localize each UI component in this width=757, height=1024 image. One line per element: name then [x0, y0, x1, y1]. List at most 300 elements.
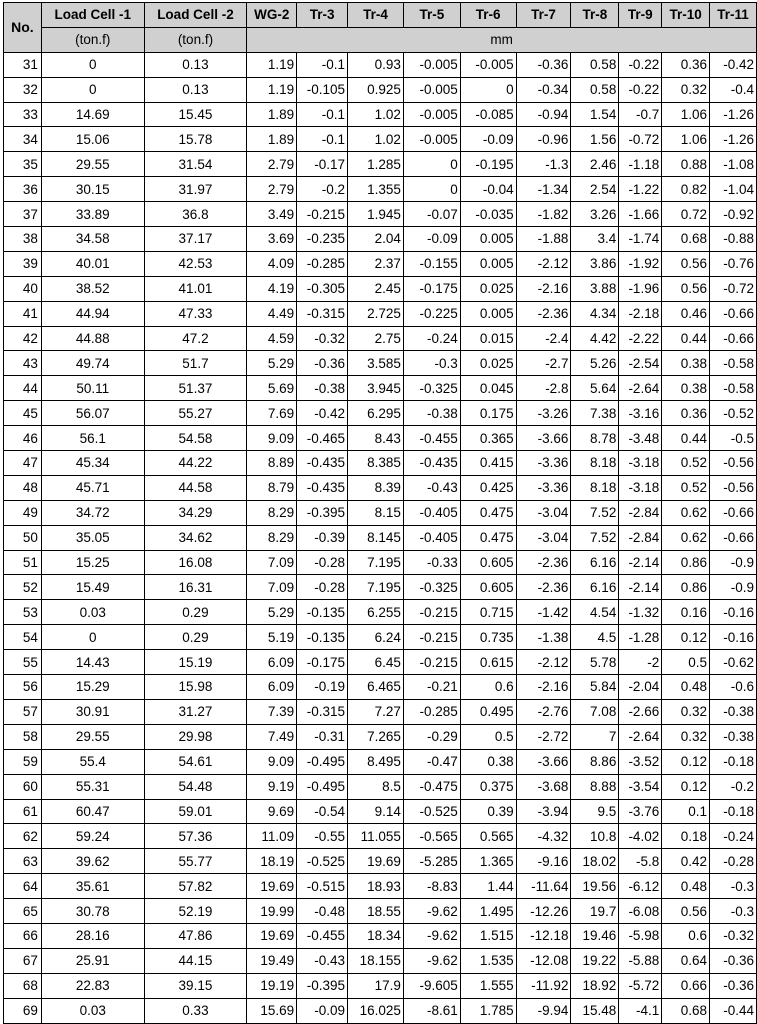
cell-tr3: -0.215	[297, 202, 348, 227]
cell-tr9: -2.64	[619, 376, 662, 401]
cell-load-cell-1: 30.15	[41, 177, 144, 202]
cell-tr5: -0.225	[403, 301, 460, 326]
cell-tr11: -0.58	[710, 376, 757, 401]
cell-wg2: 18.19	[247, 849, 297, 874]
table-row	[4, 77, 757, 102]
cell-tr4: 18.155	[348, 948, 404, 973]
cell-tr5: -0.3	[403, 351, 460, 376]
cell-wg2: 5.19	[247, 625, 297, 650]
cell-tr3: -0.465	[297, 426, 348, 451]
measurement-table	[3, 2, 757, 1024]
cell-tr6: 0	[460, 77, 516, 102]
cell-tr9: -5.8	[619, 849, 662, 874]
cell-tr9: -3.76	[619, 799, 662, 824]
cell-tr8: 19.7	[571, 899, 619, 924]
cell-tr3: -0.175	[297, 650, 348, 675]
cell-no: 54	[4, 625, 42, 650]
cell-tr8: 1.54	[571, 102, 619, 127]
cell-wg2: 6.09	[247, 650, 297, 675]
cell-tr3: -0.1	[297, 127, 348, 152]
cell-tr3: -0.2	[297, 177, 348, 202]
cell-tr6: 0.5	[460, 724, 516, 749]
cell-tr8: 2.46	[571, 152, 619, 177]
table-row	[4, 475, 757, 500]
cell-no: 31	[4, 52, 42, 77]
cell-tr8: 0.58	[571, 77, 619, 102]
cell-tr6: 0.735	[460, 625, 516, 650]
cell-no: 62	[4, 824, 42, 849]
cell-load-cell-1: 49.74	[41, 351, 144, 376]
cell-tr4: 0.925	[348, 77, 404, 102]
cell-tr5: -0.475	[403, 774, 460, 799]
cell-load-cell-2: 41.01	[144, 276, 247, 301]
cell-tr8: 8.18	[571, 475, 619, 500]
cell-tr3: -0.315	[297, 301, 348, 326]
cell-no: 34	[4, 127, 42, 152]
cell-tr11: -0.36	[710, 973, 757, 998]
cell-tr4: 8.43	[348, 426, 404, 451]
cell-tr3: -0.525	[297, 849, 348, 874]
cell-tr11: -1.04	[710, 177, 757, 202]
cell-wg2: 6.09	[247, 675, 297, 700]
cell-tr7: -3.66	[516, 749, 571, 774]
cell-no: 44	[4, 376, 42, 401]
cell-tr9: -3.18	[619, 451, 662, 476]
cell-wg2: 8.89	[247, 451, 297, 476]
cell-wg2: 7.09	[247, 575, 297, 600]
cell-tr10: 0.56	[662, 899, 710, 924]
cell-tr4: 19.69	[348, 849, 404, 874]
cell-tr5: -8.83	[403, 874, 460, 899]
cell-load-cell-2: 47.86	[144, 923, 247, 948]
table-row	[4, 724, 757, 749]
header-row	[4, 3, 757, 28]
cell-tr7: -1.42	[516, 600, 571, 625]
cell-tr7: -11.92	[516, 973, 571, 998]
cell-tr7: -2.36	[516, 301, 571, 326]
cell-tr9: -2.22	[619, 326, 662, 351]
cell-no: 47	[4, 451, 42, 476]
cell-tr4: 8.495	[348, 749, 404, 774]
cell-tr6: -0.085	[460, 102, 516, 127]
cell-load-cell-2: 29.98	[144, 724, 247, 749]
cell-tr3: -0.105	[297, 77, 348, 102]
cell-tr4: 2.37	[348, 251, 404, 276]
header-tr5: Tr-5	[403, 3, 460, 28]
header-tr11: Tr-11	[710, 3, 757, 28]
cell-load-cell-2: 47.33	[144, 301, 247, 326]
cell-wg2: 5.29	[247, 600, 297, 625]
cell-tr6: 1.785	[460, 998, 516, 1023]
cell-tr7: -3.04	[516, 500, 571, 525]
cell-tr8: 10.8	[571, 824, 619, 849]
cell-tr7: -2.36	[516, 550, 571, 575]
table-row	[4, 675, 757, 700]
table-row	[4, 824, 757, 849]
cell-tr10: 0.72	[662, 202, 710, 227]
cell-load-cell-1: 35.61	[41, 874, 144, 899]
cell-tr4: 3.945	[348, 376, 404, 401]
cell-tr4: 3.585	[348, 351, 404, 376]
cell-tr6: 0.365	[460, 426, 516, 451]
cell-tr4: 18.93	[348, 874, 404, 899]
cell-tr4: 11.055	[348, 824, 404, 849]
table-row	[4, 177, 757, 202]
cell-load-cell-2: 59.01	[144, 799, 247, 824]
cell-tr11: -1.26	[710, 127, 757, 152]
cell-tr6: -0.005	[460, 52, 516, 77]
cell-tr4: 2.725	[348, 301, 404, 326]
cell-tr5: -9.62	[403, 923, 460, 948]
cell-load-cell-2: 51.7	[144, 351, 247, 376]
cell-tr9: -0.72	[619, 127, 662, 152]
cell-tr7: -1.38	[516, 625, 571, 650]
cell-tr8: 7.08	[571, 699, 619, 724]
cell-tr3: -0.28	[297, 575, 348, 600]
cell-tr7: -1.34	[516, 177, 571, 202]
cell-tr5: -0.325	[403, 575, 460, 600]
cell-tr3: -0.235	[297, 227, 348, 252]
cell-load-cell-1: 59.24	[41, 824, 144, 849]
cell-tr4: 6.45	[348, 650, 404, 675]
table-row	[4, 202, 757, 227]
cell-tr7: -12.18	[516, 923, 571, 948]
cell-tr9: -2.54	[619, 351, 662, 376]
table-row	[4, 351, 757, 376]
cell-no: 65	[4, 899, 42, 924]
cell-tr6: -0.04	[460, 177, 516, 202]
cell-tr8: 0.58	[571, 52, 619, 77]
cell-tr7: -2.16	[516, 675, 571, 700]
cell-no: 58	[4, 724, 42, 749]
cell-tr5: 0	[403, 177, 460, 202]
cell-tr4: 8.145	[348, 525, 404, 550]
cell-tr10: 0.38	[662, 351, 710, 376]
cell-no: 39	[4, 251, 42, 276]
cell-tr11: -0.36	[710, 948, 757, 973]
cell-no: 41	[4, 301, 42, 326]
cell-tr4: 1.02	[348, 102, 404, 127]
cell-no: 48	[4, 475, 42, 500]
cell-no: 69	[4, 998, 42, 1023]
cell-tr4: 18.34	[348, 923, 404, 948]
cell-tr6: 0.495	[460, 699, 516, 724]
cell-wg2: 7.09	[247, 550, 297, 575]
cell-tr6: 0.475	[460, 525, 516, 550]
cell-wg2: 4.49	[247, 301, 297, 326]
cell-load-cell-2: 39.15	[144, 973, 247, 998]
cell-tr11: -0.58	[710, 351, 757, 376]
table-row	[4, 326, 757, 351]
cell-tr4: 8.39	[348, 475, 404, 500]
cell-wg2: 4.09	[247, 251, 297, 276]
cell-tr4: 0.93	[348, 52, 404, 77]
cell-tr5: -0.005	[403, 102, 460, 127]
cell-tr9: -1.66	[619, 202, 662, 227]
cell-wg2: 7.49	[247, 724, 297, 749]
table-row	[4, 276, 757, 301]
cell-load-cell-2: 0.29	[144, 600, 247, 625]
cell-tr6: -0.035	[460, 202, 516, 227]
cell-tr9: -3.52	[619, 749, 662, 774]
cell-load-cell-1: 15.29	[41, 675, 144, 700]
header-tr6: Tr-6	[460, 3, 516, 28]
cell-tr10: 0.66	[662, 973, 710, 998]
cell-load-cell-1: 55.31	[41, 774, 144, 799]
cell-wg2: 19.19	[247, 973, 297, 998]
cell-tr6: 0.565	[460, 824, 516, 849]
cell-wg2: 8.79	[247, 475, 297, 500]
cell-wg2: 8.29	[247, 525, 297, 550]
cell-tr7: -2.8	[516, 376, 571, 401]
cell-wg2: 11.09	[247, 824, 297, 849]
cell-tr7: -12.08	[516, 948, 571, 973]
cell-tr4: 1.02	[348, 127, 404, 152]
cell-no: 68	[4, 973, 42, 998]
cell-tr9: -2.14	[619, 575, 662, 600]
cell-load-cell-2: 54.58	[144, 426, 247, 451]
cell-tr6: 0.005	[460, 301, 516, 326]
cell-load-cell-2: 54.61	[144, 749, 247, 774]
cell-tr3: -0.28	[297, 550, 348, 575]
cell-tr5: -0.005	[403, 52, 460, 77]
cell-load-cell-1: 22.83	[41, 973, 144, 998]
cell-load-cell-2: 44.58	[144, 475, 247, 500]
cell-tr5: -9.62	[403, 948, 460, 973]
table-row	[4, 774, 757, 799]
cell-tr10: 0.36	[662, 52, 710, 77]
cell-tr9: -1.18	[619, 152, 662, 177]
cell-no: 50	[4, 525, 42, 550]
table-row	[4, 874, 757, 899]
cell-tr6: 1.495	[460, 899, 516, 924]
cell-tr11: -0.4	[710, 77, 757, 102]
cell-load-cell-2: 31.97	[144, 177, 247, 202]
cell-load-cell-2: 16.08	[144, 550, 247, 575]
cell-tr11: -0.38	[710, 699, 757, 724]
cell-tr9: -5.88	[619, 948, 662, 973]
table-row	[4, 550, 757, 575]
cell-tr7: -2.4	[516, 326, 571, 351]
cell-tr6: 0.025	[460, 351, 516, 376]
cell-no: 42	[4, 326, 42, 351]
table-row	[4, 401, 757, 426]
cell-tr7: -3.94	[516, 799, 571, 824]
cell-tr11: -0.66	[710, 326, 757, 351]
cell-load-cell-1: 33.89	[41, 202, 144, 227]
header-tr3: Tr-3	[297, 3, 348, 28]
table-row	[4, 699, 757, 724]
cell-tr7: -2.76	[516, 699, 571, 724]
cell-tr6: 0.175	[460, 401, 516, 426]
cell-tr6: 0.605	[460, 575, 516, 600]
cell-load-cell-2: 55.77	[144, 849, 247, 874]
cell-tr10: 0.56	[662, 251, 710, 276]
cell-tr11: -0.72	[710, 276, 757, 301]
cell-tr6: -0.195	[460, 152, 516, 177]
cell-load-cell-2: 0.13	[144, 77, 247, 102]
cell-tr10: 0.44	[662, 326, 710, 351]
table-row	[4, 849, 757, 874]
cell-tr3: -0.285	[297, 251, 348, 276]
cell-tr5: -0.215	[403, 625, 460, 650]
table-header	[4, 3, 757, 53]
cell-tr11: -0.24	[710, 824, 757, 849]
table-row	[4, 227, 757, 252]
cell-tr11: -1.08	[710, 152, 757, 177]
cell-tr3: -0.17	[297, 152, 348, 177]
cell-tr11: -0.62	[710, 650, 757, 675]
cell-no: 36	[4, 177, 42, 202]
cell-tr11: -0.32	[710, 923, 757, 948]
cell-tr5: -0.24	[403, 326, 460, 351]
cell-tr6: 0.615	[460, 650, 516, 675]
cell-tr4: 8.5	[348, 774, 404, 799]
cell-tr7: -1.3	[516, 152, 571, 177]
table-row	[4, 948, 757, 973]
cell-tr6: 0.015	[460, 326, 516, 351]
cell-wg2: 2.79	[247, 152, 297, 177]
cell-tr8: 2.54	[571, 177, 619, 202]
table-row	[4, 575, 757, 600]
cell-tr3: -0.1	[297, 102, 348, 127]
cell-load-cell-2: 55.27	[144, 401, 247, 426]
cell-tr11: -0.6	[710, 675, 757, 700]
cell-no: 45	[4, 401, 42, 426]
cell-tr10: 0.12	[662, 625, 710, 650]
cell-tr8: 6.16	[571, 575, 619, 600]
cell-no: 49	[4, 500, 42, 525]
cell-tr4: 2.45	[348, 276, 404, 301]
cell-load-cell-1: 29.55	[41, 152, 144, 177]
cell-tr7: -0.36	[516, 52, 571, 77]
units-row	[4, 27, 757, 52]
cell-tr7: -0.96	[516, 127, 571, 152]
cell-tr6: -0.09	[460, 127, 516, 152]
cell-tr8: 6.16	[571, 550, 619, 575]
cell-tr8: 5.78	[571, 650, 619, 675]
cell-tr10: 0.6	[662, 923, 710, 948]
cell-no: 61	[4, 799, 42, 824]
cell-tr8: 7.52	[571, 525, 619, 550]
cell-tr8: 3.86	[571, 251, 619, 276]
cell-load-cell-1: 44.88	[41, 326, 144, 351]
cell-load-cell-1: 14.43	[41, 650, 144, 675]
cell-tr7: -2.12	[516, 650, 571, 675]
cell-no: 40	[4, 276, 42, 301]
cell-load-cell-1: 45.71	[41, 475, 144, 500]
cell-load-cell-1: 25.91	[41, 948, 144, 973]
cell-tr8: 18.02	[571, 849, 619, 874]
cell-tr4: 6.295	[348, 401, 404, 426]
cell-tr11: -0.3	[710, 874, 757, 899]
header-tr8: Tr-8	[571, 3, 619, 28]
cell-tr8: 19.46	[571, 923, 619, 948]
cell-wg2: 7.39	[247, 699, 297, 724]
cell-load-cell-1: 0.03	[41, 600, 144, 625]
cell-load-cell-2: 15.78	[144, 127, 247, 152]
cell-wg2: 8.29	[247, 500, 297, 525]
cell-tr11: -0.56	[710, 451, 757, 476]
cell-load-cell-1: 29.55	[41, 724, 144, 749]
cell-wg2: 2.79	[247, 177, 297, 202]
cell-tr7: -3.04	[516, 525, 571, 550]
cell-tr9: -2.66	[619, 699, 662, 724]
cell-no: 56	[4, 675, 42, 700]
cell-tr10: 0.5	[662, 650, 710, 675]
cell-tr9: -1.96	[619, 276, 662, 301]
cell-tr5: -9.605	[403, 973, 460, 998]
cell-tr8: 1.56	[571, 127, 619, 152]
cell-tr10: 0.12	[662, 749, 710, 774]
cell-load-cell-1: 40.01	[41, 251, 144, 276]
cell-tr4: 8.385	[348, 451, 404, 476]
cell-tr8: 5.26	[571, 351, 619, 376]
cell-tr3: -0.435	[297, 451, 348, 476]
table-row	[4, 127, 757, 152]
cell-tr8: 4.5	[571, 625, 619, 650]
cell-tr8: 7	[571, 724, 619, 749]
cell-tr3: -0.38	[297, 376, 348, 401]
table-row	[4, 251, 757, 276]
cell-wg2: 9.19	[247, 774, 297, 799]
cell-load-cell-1: 50.11	[41, 376, 144, 401]
cell-tr5: -0.405	[403, 500, 460, 525]
cell-load-cell-2: 44.22	[144, 451, 247, 476]
cell-tr7: -9.16	[516, 849, 571, 874]
cell-tr8: 5.84	[571, 675, 619, 700]
cell-tr4: 2.75	[348, 326, 404, 351]
cell-tr3: -0.19	[297, 675, 348, 700]
cell-tr10: 0.82	[662, 177, 710, 202]
cell-tr3: -0.305	[297, 276, 348, 301]
cell-load-cell-2: 15.45	[144, 102, 247, 127]
cell-tr3: -0.495	[297, 774, 348, 799]
cell-load-cell-1: 55.4	[41, 749, 144, 774]
cell-no: 59	[4, 749, 42, 774]
cell-tr9: -6.12	[619, 874, 662, 899]
cell-tr6: 0.005	[460, 251, 516, 276]
cell-tr9: -0.22	[619, 52, 662, 77]
cell-tr3: -0.395	[297, 500, 348, 525]
cell-tr3: -0.455	[297, 923, 348, 948]
cell-wg2: 4.19	[247, 276, 297, 301]
cell-tr10: 0.62	[662, 500, 710, 525]
cell-load-cell-1: 30.78	[41, 899, 144, 924]
cell-tr7: -0.94	[516, 102, 571, 127]
cell-load-cell-2: 34.62	[144, 525, 247, 550]
cell-tr11: -0.66	[710, 500, 757, 525]
cell-tr5: -0.43	[403, 475, 460, 500]
cell-wg2: 5.29	[247, 351, 297, 376]
cell-tr10: 0.44	[662, 426, 710, 451]
table-row	[4, 973, 757, 998]
cell-tr10: 0.68	[662, 998, 710, 1023]
cell-tr8: 8.18	[571, 451, 619, 476]
cell-tr10: 0.48	[662, 675, 710, 700]
cell-tr5: -0.215	[403, 650, 460, 675]
cell-tr5: -5.285	[403, 849, 460, 874]
table-row	[4, 799, 757, 824]
cell-load-cell-2: 15.19	[144, 650, 247, 675]
table-row	[4, 102, 757, 127]
cell-tr9: -1.32	[619, 600, 662, 625]
cell-tr9: -0.7	[619, 102, 662, 127]
cell-tr10: 0.18	[662, 824, 710, 849]
cell-load-cell-2: 57.36	[144, 824, 247, 849]
cell-tr4: 6.465	[348, 675, 404, 700]
cell-no: 35	[4, 152, 42, 177]
